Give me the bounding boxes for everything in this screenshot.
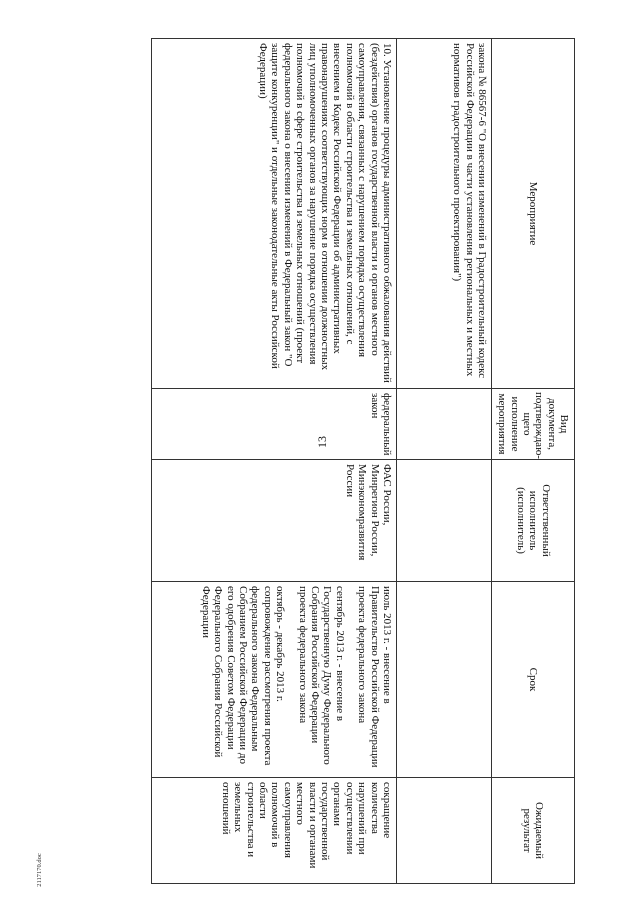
header-activity: Мероприятие bbox=[492, 39, 575, 389]
cell-activity-10: 10. Установление процедуры административного обжалования действий (бездействия) органов государственной власти и органов местного самоуправления, связанных с нарушением порядка осуществления полномочий в области строительства и земельных отношений, с внесением в Кодекс Российской Федерации об административных правонарушениях соответствующих норм в отношении должностных лиц уполномоченных органов за нарушение порядка осуществления полномочий в сфере строительства и земельных отношений (проект федерального закона о внесении изменений в Федеральный закон "О защите конкуренции" и отдельные законодательные акты Российской Федерации) bbox=[152, 39, 397, 389]
cell-result-10: сокращение количества нарушений при осуществлении органами государственной власти и органами местного самоуправления полномочий в области строительства и земельных отношений bbox=[152, 778, 397, 884]
cell-doc-type-empty bbox=[397, 389, 492, 460]
header-result: Ожидаемый результат bbox=[492, 778, 575, 884]
header-row bbox=[492, 39, 575, 884]
header-responsible: Ответственный исполнитель (исполнитель) bbox=[492, 460, 575, 582]
page-number: 13 bbox=[315, 436, 329, 448]
cell-responsible-empty bbox=[397, 460, 492, 582]
term-july: июль 2013 г. - внесение в Правительство Российской Федерации проекта федерального закона bbox=[356, 586, 393, 768]
header-doc-type: Вид документа, подтверждаю-щего исполнение мероприятия bbox=[492, 389, 575, 460]
table-row-continued bbox=[397, 39, 492, 884]
activities-table bbox=[151, 38, 575, 884]
table-header bbox=[492, 39, 575, 884]
term-october-december: октябрь - декабрь 2013 г. сопровождение рассмотрения проекта федерального закона Федеральным Собранием Российской Федерации до его одобрения Советом Федерации Федерального Собрания Российской Федерации bbox=[199, 586, 287, 766]
footer-filename: 2117170.doc bbox=[36, 853, 43, 887]
term-september: сентябрь 2013 г. - внесение в Государственную Думу Федерального Собрания Российской Федерации проекта федерального закона bbox=[296, 586, 346, 765]
rotated-table-container bbox=[130, 38, 575, 883]
cell-result-empty bbox=[397, 778, 492, 884]
cell-term-10 bbox=[152, 582, 397, 778]
cell-term-empty bbox=[397, 582, 492, 778]
header-term: Срок bbox=[492, 582, 575, 778]
cell-activity-continued: закона № 86567-6 "О внесении изменений в Градостроительный кодекс Российской Федерации в части установления региональных и местных нормативов градостроительного проектирования") bbox=[397, 39, 492, 389]
cell-doc-type-10: федеральный закон bbox=[152, 389, 397, 460]
cell-responsible-10: ФАС России, Минрегион России, Минэкономразвития России bbox=[152, 460, 397, 582]
table-row-10 bbox=[152, 39, 397, 884]
